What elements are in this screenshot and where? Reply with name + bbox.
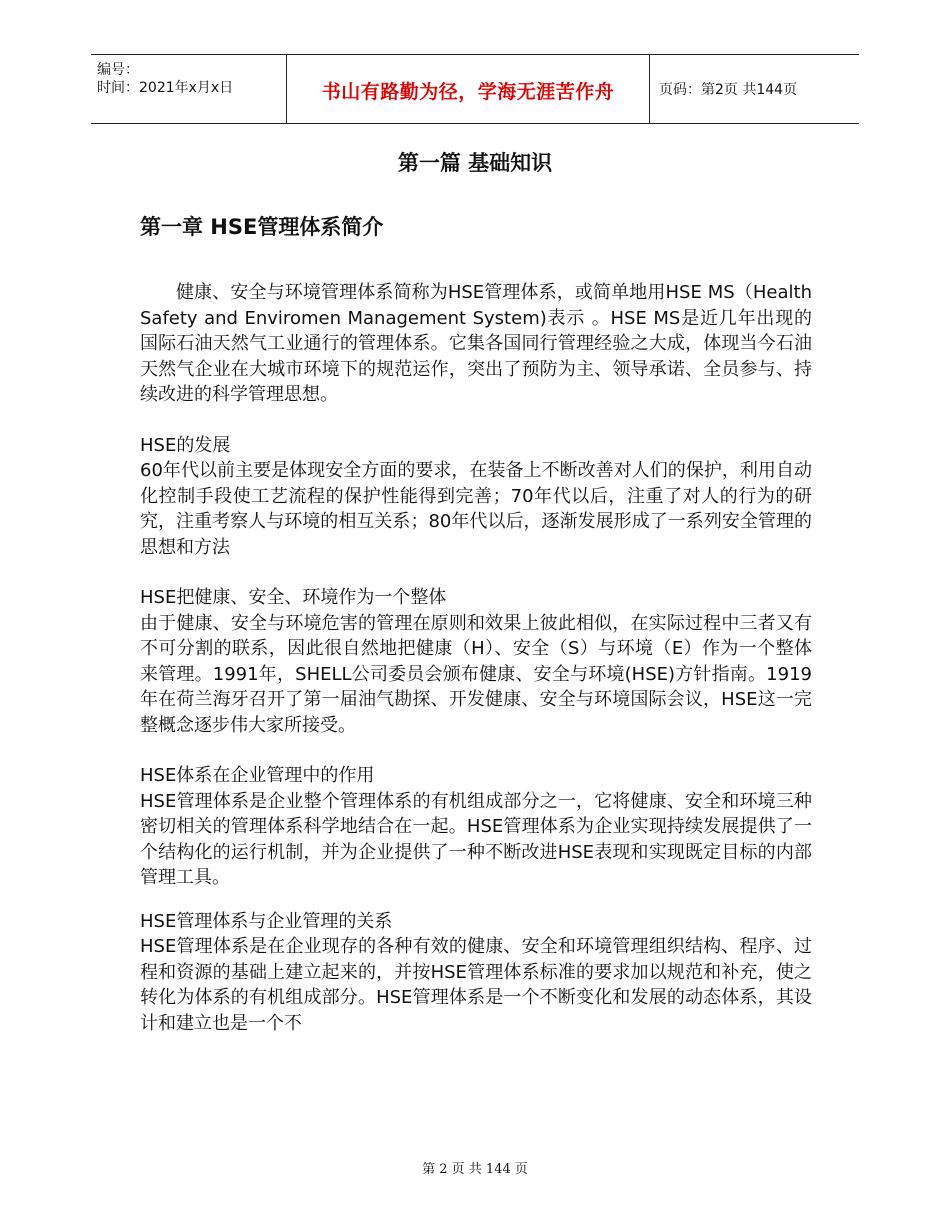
header-meta — [97, 61, 233, 97]
section-heading: HSE管理体系与企业管理的关系 — [140, 910, 393, 932]
page-header — [91, 54, 859, 124]
intro-paragraph: 健康、安全与环境管理体系简称为HSE管理体系，或简单地用HSE MS（Health Safety and Enviromen Management System)表示 。HSE MS是近几年出现的国际石油天然气工业通行的管理体系。它集各国同行管理经验之大成，体现当今石油天然气企业在大城市环境下的规范运作，突出了预防为主、领导承诺、全员参与、持续改进的科学管理思想。 — [140, 282, 812, 405]
section-paragraph: 由于健康、安全与环境危害的管理在原则和效果上彼此相似，在实际过程中三者又有不可分割的联系，因此很自然地把健康（H）、安全（S）与环境（E）作为一个整体来管理。1991年，SHELL公司委员会颁布健康、安全与环境(HSE)方针指南。1919年在荷兰海牙召开了第一届油气勘探、开发健康、安全与环境国际会议，HSE这一完整概念逐步伟大家所接受。 — [140, 612, 812, 736]
chapter-title: 第一章 HSE管理体系简介 — [140, 215, 384, 239]
section-paragraph: HSE管理体系是企业整个管理体系的有机组成部分之一，它将健康、安全和环境三种密切相关的管理体系科学地结合在一起。HSE管理体系为企业实现持续发展提供了一个结构化的运行机制，并为企业提供了一种不断改进HSE表现和实现既定目标的内部管理工具。 — [140, 790, 812, 888]
number-label: 编号： — [97, 62, 139, 78]
time-label: 时间：2021年x月x日 — [97, 80, 234, 96]
page-footer: 第 2 页 共 144 页 — [422, 1162, 528, 1177]
section-paragraph: HSE管理体系是在企业现存的各种有效的健康、安全和环境管理组织结构、程序、过程和资源的基础上建立起来的，并按HSE管理体系标准的要求加以规范和补充，使之转化为体系的有机组成部分。HSE管理体系是一个不断变化和发展的动态体系，其设计和建立也是一个不 — [140, 936, 812, 1034]
section-heading: HSE的发展 — [140, 434, 231, 456]
header-divider — [649, 55, 650, 123]
section-paragraph: 60年代以前主要是体现安全方面的要求，在装备上不断改善对人们的保护，利用自动化控制手段使工艺流程的保护性能得到完善；70年代以后，注重了对人的行为的研究，注重考察人与环境的相互关系；80年代以后，逐渐发展形成了一系列安全管理的思想和方法 — [140, 460, 812, 558]
section-heading: HSE把健康、安全、环境作为一个整体 — [140, 587, 447, 608]
header-page-info: 页码：第2页 共144页 — [659, 82, 798, 98]
header-motto: 书山有路勤为径，学海无涯苦作舟 — [321, 81, 615, 103]
document-body — [140, 280, 812, 1036]
section-heading: HSE体系在企业管理中的作用 — [140, 765, 375, 786]
part-title: 第一篇 基础知识 — [397, 151, 553, 175]
